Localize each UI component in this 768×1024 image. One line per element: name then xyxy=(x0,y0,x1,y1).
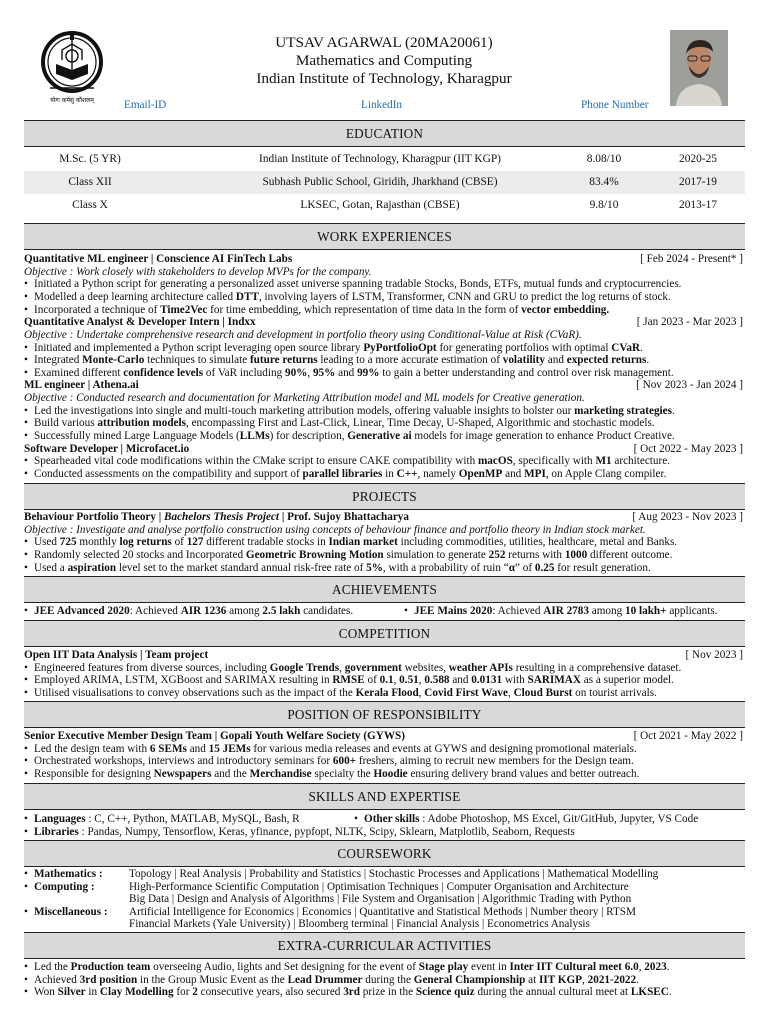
bullet: • Examined different confidence levels of VaR including 90%, 95% and 99% to gain a better understanding and control over risk management. xyxy=(24,367,745,380)
bullet: • Achieved 3rd position in the Group Music Event as the Lead Drummer during the General Championship at IIT KGP, 2021-2022. xyxy=(24,974,745,987)
bullet: • Won Silver in Clay Modelling for 2 consecutive years, also secured 3rd prize in the Science quiz during the annual cultural meet at LKSEC. xyxy=(24,986,745,999)
iit-kgp-logo xyxy=(40,30,104,106)
achievement-jee-mains: • JEE Mains 2020: Achieved AIR 2783 among 10 lakh+ applicants. xyxy=(404,605,717,618)
section-competition: COMPETITION xyxy=(24,620,745,647)
education-row xyxy=(24,171,745,194)
years: 2017-19 xyxy=(679,176,717,188)
score: 8.08/10 xyxy=(586,153,622,165)
name-block xyxy=(180,34,588,88)
objective: Objective : Investigate and analyse portfolio construction using concepts of behaviour finance and portfolio theory in Indian stock market. xyxy=(24,523,646,536)
project-title: Behaviour Portfolio Theory | Bachelors Thesis Project | Prof. Sujoy Bhattacharya [ Aug 2023 - Nov 2023 ] xyxy=(24,511,743,523)
por-list xyxy=(24,730,745,781)
candidate-name: UTSAV AGARWAL (20MA20061) xyxy=(275,34,493,51)
date: [ Oct 2021 - May 2022 ] xyxy=(633,730,743,742)
work-entry-title: ML engineer | Athena.ai [ Nov 2023 - Jan 2024 ] xyxy=(24,379,743,392)
years: 2020-25 xyxy=(679,153,717,165)
work-entry-title: Quantitative Analyst & Developer Intern | Indxx [ Jan 2023 - Mar 2023 ] xyxy=(24,316,743,329)
school: Indian Institute of Technology, Kharagpur (IIT KGP) xyxy=(259,153,501,165)
section-position-of-responsibility: POSITION OF RESPONSIBILITY xyxy=(24,701,745,728)
achievement-row xyxy=(24,605,745,618)
section-skills: SKILLS AND EXPERTISE xyxy=(24,783,745,810)
por-title: Senior Executive Member Design Team | Gopali Youth Welfare Society (GYWS) [ Oct 2021 - May 2022 ] xyxy=(24,730,743,742)
date: [ Oct 2022 - May 2023 ] xyxy=(633,442,743,455)
competition-title: Open IIT Data Analysis | Team project [ Nov 2023 ] xyxy=(24,649,743,661)
logo-motto: योगः कर्मसु कौशलम् xyxy=(50,97,94,104)
bullet: • Led the Production team overseeing Audio, lights and Set designing for the event of Stage play event in Inter IIT Cultural meet 6.0, 2023. xyxy=(24,961,745,974)
objective: Objective : Conducted research and documentation for Marketing Attribution model and ML models for Creative generation. xyxy=(24,392,585,405)
section-achievements: ACHIEVEMENTS xyxy=(24,576,745,603)
objective: Objective : Work closely with stakeholders to develop MVPs for the company. xyxy=(24,265,372,278)
degree: Class XII xyxy=(68,176,112,188)
bullet: • Initiated and implemented a Python script leveraging open source library PyPortfolioOpt for generating portfolios with optimal CVaR. xyxy=(24,342,745,355)
bullet: • Led the design team with 6 SEMs and 15 JEMs for various media releases and events at GYWS and designing promotional materials. xyxy=(24,743,745,756)
competition-list xyxy=(24,649,745,700)
work-list xyxy=(24,253,745,481)
achievements-list xyxy=(24,605,745,618)
bullet: • Initiated a Python script for generating a personalized asset universe spanning tradable Stocks, Bonds, ETFs, mutual funds and cryptocurrencies. xyxy=(24,278,745,291)
education-row xyxy=(24,194,745,217)
projects-list xyxy=(24,511,745,574)
score: 9.8/10 xyxy=(589,199,619,211)
date: [ Nov 2023 - Jan 2024 ] xyxy=(636,379,743,392)
bullet: • Responsible for designing Newspapers and the Merchandise specialty the Hoodie ensuring delivery brand values and better outreach. xyxy=(24,768,745,781)
date: [ Jan 2023 - Mar 2023 ] xyxy=(636,316,743,329)
bullet: • Utilised visualisations to convey observations such as the impact of the Kerala Flood, Covid First Wave, Cloud Burst on tourist arrivals. xyxy=(24,687,745,700)
bullet: • Used 725 monthly log returns of 127 different tradable stocks in Indian market including commodities, utilities, healthcare, metal and Banks. xyxy=(24,536,745,549)
school: LKSEC, Gotan, Rajasthan (CBSE) xyxy=(300,199,460,211)
bullet: • Engineered features from diverse sources, including Google Trends, government websites, weather APIs resulting in a comprehensive dataset. xyxy=(24,662,745,675)
section-extra-curricular: EXTRA-CURRICULAR ACTIVITIES xyxy=(24,932,745,959)
date: [ Feb 2024 - Present* ] xyxy=(640,253,743,265)
bullet: • Integrated Monte-Carlo techniques to simulate future returns leading to a more accurate estimation of volatility and expected returns. xyxy=(24,354,745,367)
date: [ Nov 2023 ] xyxy=(685,649,743,661)
bullet: • Conducted assessments on the compatibility and support of parallel libraries in C++, namely OpenMP and MPI, on Apple Clang compiler. xyxy=(24,468,745,481)
resume-header xyxy=(0,0,768,118)
years: 2013-17 xyxy=(679,199,717,211)
skills-row xyxy=(24,813,745,826)
bullet: • Build various attribution models, encompassing First and Last-Click, Linear, Time Decay, U-Shaped, Algorithmic and stochastic models. xyxy=(24,417,745,430)
school: Subhash Public School, Giridih, Jharkhand (CBSE) xyxy=(262,176,498,188)
bullet: • Orchestrated workshops, interviews and introductory seminars for 600+ freshers, aiming to recruit new members for the Design team. xyxy=(24,755,745,768)
section-education: EDUCATION xyxy=(24,120,745,147)
extra-list xyxy=(24,961,745,999)
degree: Class X xyxy=(72,199,108,211)
phone-link[interactable]: Phone Number xyxy=(581,99,649,111)
coursework-mathematics: • Mathematics : Topology | Real Analysis | Probability and Statistics | Stochastic Processes and Applications | Mathematical Modelling xyxy=(24,868,745,881)
bullet: • Led the investigations into single and multi-touch marketing attribution models, offering valuable insights to bolster our marketing strategies. xyxy=(24,405,745,418)
linkedin-link[interactable]: LinkedIn xyxy=(361,99,403,111)
bullet: • Incorporated a technique of Time2Vec for time embedding, which representation of time data in the form of vector embedding. xyxy=(24,304,745,317)
bullet: • Employed ARIMA, LSTM, XGBoost and SARIMAX resulting in RMSE of 0.1, 0.51, 0.588 and 0.0131 with SARIMAX as a superior model. xyxy=(24,674,745,687)
skill-languages: • Languages : C, C++, Python, MATLAB, MySQL, Bash, R xyxy=(24,813,300,825)
bullet: • Modelled a deep learning architecture called DTT, involving layers of LSTM, Transformer, CNN and GRU to predict the log returns of stock. xyxy=(24,291,745,304)
score: 83.4% xyxy=(589,176,619,188)
skill-other: • Other skills : Adobe Photoshop, MS Excel, Git/GitHub, Jupyter, VS Code xyxy=(354,813,698,826)
coursework-list xyxy=(24,868,745,931)
objective: Objective : Undertake comprehensive research and development in portfolio theory using Conditional-Value at Risk (CVaR). xyxy=(24,328,582,341)
profile-photo xyxy=(670,30,728,106)
coursework-computing: • Computing : High-Performance Scientific Computation | Optimisation Techniques | Computer Organisation and Architecture Big Data | Design and Analysis of Algorithms | File System and Organisation | Algorithmic Trading with Python xyxy=(24,881,745,906)
skills-list xyxy=(24,813,745,838)
work-entry-title: Software Developer | Microfacet.io [ Oct 2022 - May 2023 ] xyxy=(24,442,743,455)
department: Mathematics and Computing xyxy=(295,52,473,69)
skill-libraries: • Libraries : Pandas, Numpy, Tensorflow, Keras, yfinance, pypfopt, NLTK, Scipy, Sklearn, Matplotlib, Seaborn, Requests xyxy=(24,826,745,839)
section-projects: PROJECTS xyxy=(24,483,745,510)
email-link[interactable]: Email-ID xyxy=(124,99,167,111)
institute: Indian Institute of Technology, Kharagpur xyxy=(256,70,512,87)
bullet: • Used a aspiration level set to the market standard annual risk-free rate of 5%, with a probability of ruin “α” of 0.25 for result generation. xyxy=(24,562,745,575)
bullet: • Randomly selected 20 stocks and Incorporated Geometric Browning Motion simulation to generate 252 returns with 1000 different outcome. xyxy=(24,549,745,562)
bullet: • Successfully mined Large Language Models (LLMs) for description, Generative ai models for image generation to enhance Product Creative. xyxy=(24,430,745,443)
section-coursework: COURSEWORK xyxy=(24,840,745,867)
education-row xyxy=(24,148,745,171)
date: [ Aug 2023 - Nov 2023 ] xyxy=(632,511,743,523)
bullet: • Spearheaded vital code modifications within the CMake script to ensure CAKE compatibility with macOS, specifically with M1 architecture. xyxy=(24,455,745,468)
achievement-jee-advanced: • JEE Advanced 2020: Achieved AIR 1236 among 2.5 lakh candidates. xyxy=(24,605,353,617)
section-work: WORK EXPERIENCES xyxy=(24,223,745,250)
education-table xyxy=(24,148,745,217)
work-entry-title: Quantitative ML engineer | Conscience AI FinTech Labs [ Feb 2024 - Present* ] xyxy=(24,253,743,265)
degree: M.Sc. (5 YR) xyxy=(59,153,121,165)
coursework-miscellaneous: • Miscellaneous : Artificial Intelligence for Economics | Economics | Quantitative and Statistical Methods | Number theory | RTSM Financial Markets (Yale University) | Bloomberg terminal | Financial Analysis | Econometrics Analysis xyxy=(24,906,745,931)
